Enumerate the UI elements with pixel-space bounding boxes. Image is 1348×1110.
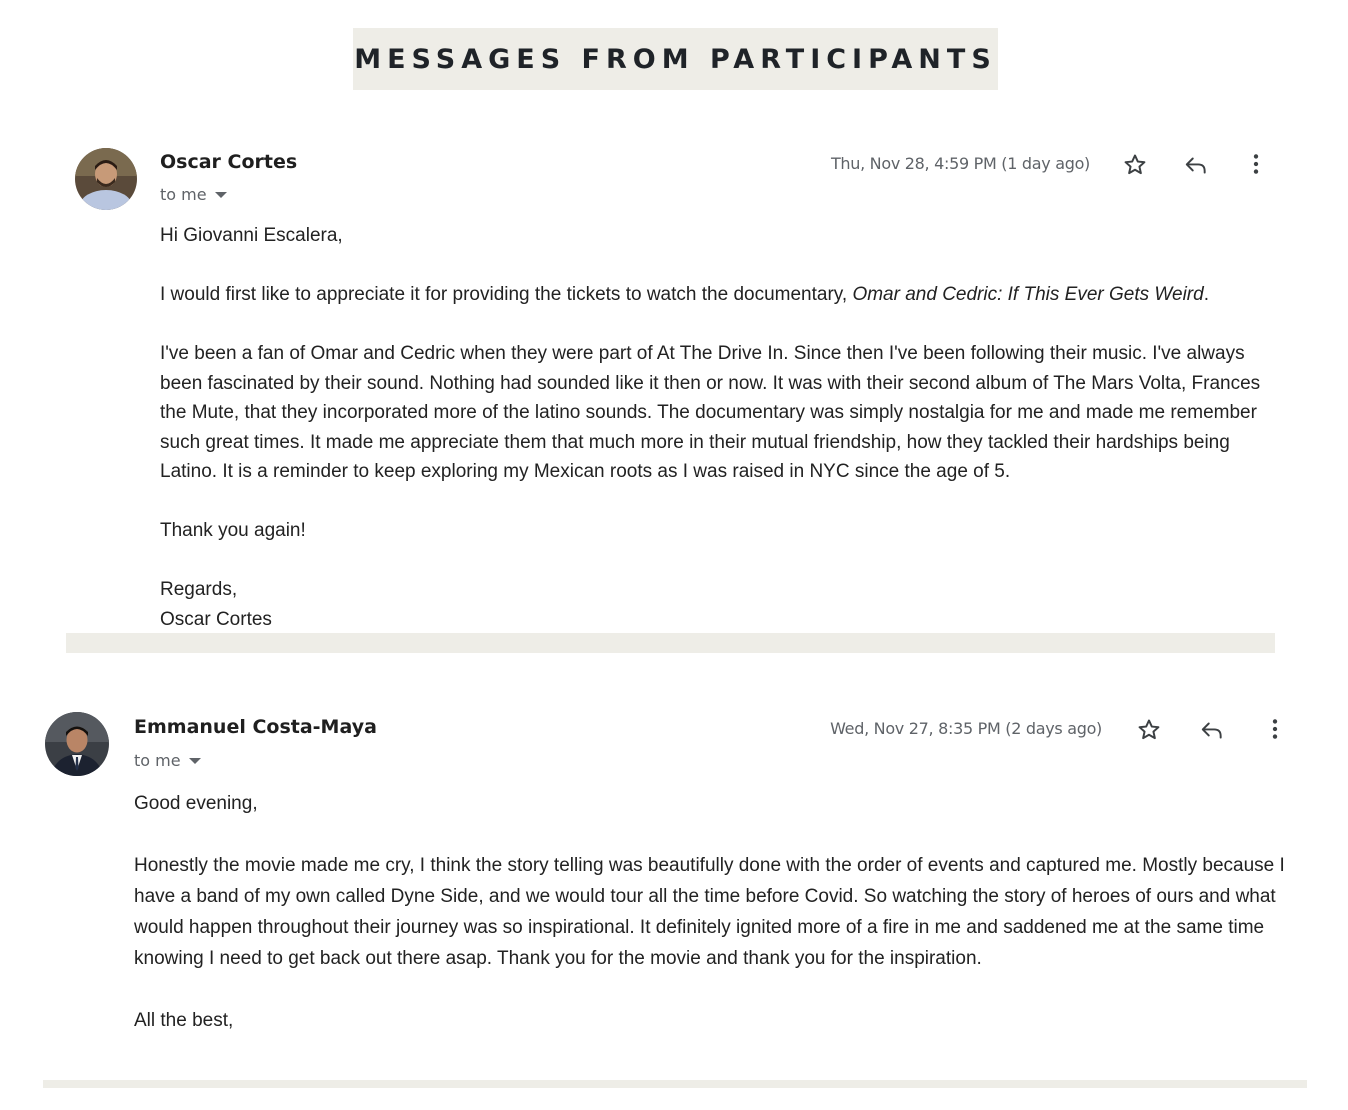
thanks-line: Thank you again! (160, 520, 306, 541)
recipient-label: to me (160, 185, 207, 204)
body-paragraph: I've been a fan of Omar and Cedric when they were part of At The Drive In. Since then I've been following their music. I've always been fascinated by their sound. Nothing had sounded like it then or now. It was with their second album of The Mars Volta, Frances the Mute, that they incorporated more of the latino sounds. The documentary was simply nostalgia for me and made me remember such great times. It made me appreciate them that much more in their mutual friendship, how they tackled their hardships being Latino. It is a reminder to keep exploring my Mexican roots as I was raised in NYC since the age of 5. (160, 343, 1261, 482)
email-body (134, 788, 1299, 1036)
timestamp: Thu, Nov 28, 4:59 PM (1 day ago) (830, 154, 1090, 173)
closing: All the best, (134, 1010, 234, 1031)
sender-name: Emmanuel Costa-Maya (134, 716, 377, 738)
avatar-photo (45, 712, 109, 776)
recipient-dropdown[interactable] (134, 751, 201, 770)
greeting: Hi Giovanni Escalera, (160, 225, 343, 246)
star-icon (1122, 152, 1148, 178)
avatar[interactable] (75, 148, 137, 210)
body-paragraph (160, 280, 1270, 310)
caret-down-icon (215, 192, 227, 198)
avatar[interactable] (45, 712, 109, 776)
more-options-button[interactable] (1241, 149, 1271, 179)
page-title: MESSAGES FROM PARTICIPANTS (354, 43, 997, 75)
signature: Oscar Cortes (160, 608, 272, 630)
greeting: Good evening, (134, 793, 258, 814)
reply-button[interactable] (1181, 150, 1211, 180)
documentary-title: Omar and Cedric: If This Ever Gets Weird (852, 284, 1204, 305)
recipient-dropdown[interactable] (160, 185, 227, 204)
star-button[interactable] (1134, 715, 1164, 745)
recipient-label: to me (134, 751, 181, 770)
avatar-photo (75, 148, 137, 210)
page-title-banner (353, 28, 998, 90)
caret-down-icon (189, 758, 201, 764)
reply-icon (1183, 152, 1209, 178)
more-vert-icon (1243, 151, 1269, 177)
divider (66, 633, 1275, 653)
closing: Regards, (160, 579, 238, 600)
sender-name: Oscar Cortes (160, 151, 298, 173)
star-button[interactable] (1120, 150, 1150, 180)
more-options-button[interactable] (1260, 714, 1290, 744)
email-body (160, 221, 1270, 634)
reply-button[interactable] (1197, 715, 1227, 745)
divider (43, 1080, 1307, 1088)
reply-icon (1199, 717, 1225, 743)
body-paragraph: Honestly the movie made me cry, I think the story telling was beautifully done with the order of events and captured me. Mostly because I have a band of my own called Dyne Side, and we would tour all the time before Covid. So watching the story of heroes of ours and what would happen throughout their journey was so inspirational. It definitely ignited more of a fire in me and saddened me at the same time knowing I need to get back out there asap. Thank you for the movie and thank you for the inspiration. (134, 855, 1285, 969)
more-vert-icon (1262, 716, 1288, 742)
timestamp: Wed, Nov 27, 8:35 PM (2 days ago) (830, 719, 1102, 738)
star-icon (1136, 717, 1162, 743)
body-text-tail: . (1203, 284, 1209, 305)
body-text-lead: I would first like to appreciate it for providing the tickets to watch the documentary, (160, 284, 853, 305)
